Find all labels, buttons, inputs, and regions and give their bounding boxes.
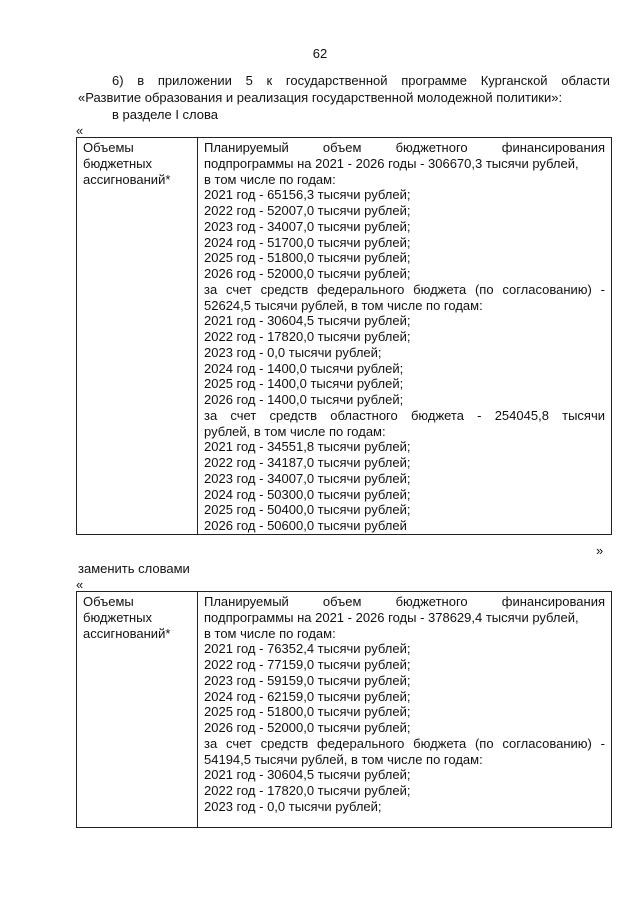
content-line: 2023 год - 0,0 тысячи рублей;: [204, 344, 382, 360]
content-line: 2024 год - 1400,0 тысячи рублей;: [204, 360, 404, 376]
content-line: 2021 год - 30604,5 тысячи рублей;: [204, 313, 411, 329]
label-line: Объемы: [83, 594, 134, 609]
content-line: рублей, в том числе по годам:: [204, 423, 386, 439]
label-line: ассигнований*: [83, 171, 171, 187]
content-line: 2022 год - 34187,0 тысячи рублей;: [204, 455, 411, 470]
content-line: за счет средств федерального бюджета (по согласованию) -: [204, 735, 605, 751]
content-line: 2023 год - 59159,0 тысячи рублей;: [204, 672, 411, 688]
content-line: в том числе по годам:: [204, 171, 336, 187]
intro-word: Курганской: [480, 73, 548, 88]
content-line: 2025 год - 51800,0 тысячи рублей;: [204, 704, 411, 720]
intro-word: государственной: [285, 73, 388, 88]
intro-word: области: [561, 73, 610, 88]
content-line: в том числе по годам:: [204, 625, 336, 641]
table-old-label-cell: [77, 138, 198, 534]
table-new-label-cell: [77, 592, 198, 827]
content-line: 2024 год - 62159,0 тысячи рублей;: [204, 688, 411, 704]
content-line: за счет средств областного бюджета - 254045,8 тысячи: [204, 407, 605, 423]
content-line: 2022 год - 77159,0 тысячи рублей;: [204, 657, 411, 672]
content-line: 2023 год - 0,0 тысячи рублей;: [204, 798, 382, 814]
intro-line-1: [78, 72, 610, 89]
content-line: 2025 год - 51800,0 тысячи рублей;: [204, 250, 411, 266]
intro-word: к: [266, 73, 273, 88]
open-quote-old: «: [76, 123, 84, 138]
label-line: Объемы: [83, 140, 134, 155]
label-line: ассигнований*: [83, 625, 171, 641]
intro-word: 6): [112, 73, 124, 88]
content-line: 2025 год - 1400,0 тысячи рублей;: [204, 376, 404, 392]
content-line: 52624,5 тысячи рублей, в том числе по годам:: [204, 297, 483, 313]
content-line: 2021 год - 30604,5 тысячи рублей;: [204, 767, 411, 783]
intro-word: приложении: [157, 73, 232, 88]
content-line: 2024 год - 51700,0 тысячи рублей;: [204, 234, 411, 250]
content-line: 54194,5 тысячи рублей, в том числе по годам:: [204, 751, 483, 767]
content-line: 2022 год - 17820,0 тысячи рублей;: [204, 329, 411, 344]
content-line: Планируемый объем бюджетного финансирования: [204, 140, 605, 155]
intro-paragraph: [78, 72, 610, 123]
intro-line-2: «Развитие образования и реализация государственной молодежной политики»:: [78, 90, 563, 105]
table-new: [76, 591, 612, 828]
label-line: бюджетных: [83, 155, 152, 171]
intro-word: программе: [401, 73, 468, 88]
table-old: [76, 137, 612, 535]
content-line: 2025 год - 50400,0 тысячи рублей;: [204, 502, 411, 518]
content-line: 2022 год - 52007,0 тысячи рублей;: [204, 203, 411, 218]
content-line: 2026 год - 50600,0 тысячи рублей: [204, 518, 407, 533]
content-line: 2023 год - 34007,0 тысячи рублей;: [204, 218, 411, 234]
close-quote-old: »: [596, 543, 604, 558]
table-new-content-cell: [198, 592, 611, 827]
content-line: за счет средств федерального бюджета (по согласованию) -: [204, 281, 605, 297]
content-line: 2026 год - 1400,0 тысячи рублей;: [204, 392, 404, 407]
intro-line-3: в разделе I слова: [112, 107, 218, 122]
content-line: 2021 год - 76352,4 тысячи рублей;: [204, 641, 411, 657]
content-line: 2021 год - 34551,8 тысячи рублей;: [204, 439, 411, 455]
open-quote-new: «: [76, 577, 84, 592]
label-line: бюджетных: [83, 609, 152, 625]
content-line: 2026 год - 52000,0 тысячи рублей;: [204, 266, 411, 281]
content-line: подпрограммы на 2021 - 2026 годы - 306670,3 тысячи рублей,: [204, 155, 579, 171]
replace-label: заменить словами: [78, 561, 190, 576]
page-number: 62: [312, 46, 328, 61]
table-old-content-cell: [198, 138, 611, 534]
intro-word: в: [137, 73, 145, 88]
content-line: 2023 год - 34007,0 тысячи рублей;: [204, 470, 411, 486]
content-line: Планируемый объем бюджетного финансирования: [204, 594, 605, 609]
content-line: 2024 год - 50300,0 тысячи рублей;: [204, 486, 411, 502]
content-line: 2026 год - 52000,0 тысячи рублей;: [204, 720, 411, 735]
content-line: 2022 год - 17820,0 тысячи рублей;: [204, 783, 411, 798]
content-line: 2021 год - 65156,3 тысячи рублей;: [204, 187, 411, 203]
intro-word: 5: [245, 73, 253, 88]
content-line: подпрограммы на 2021 - 2026 годы - 378629,4 тысячи рублей,: [204, 609, 579, 625]
